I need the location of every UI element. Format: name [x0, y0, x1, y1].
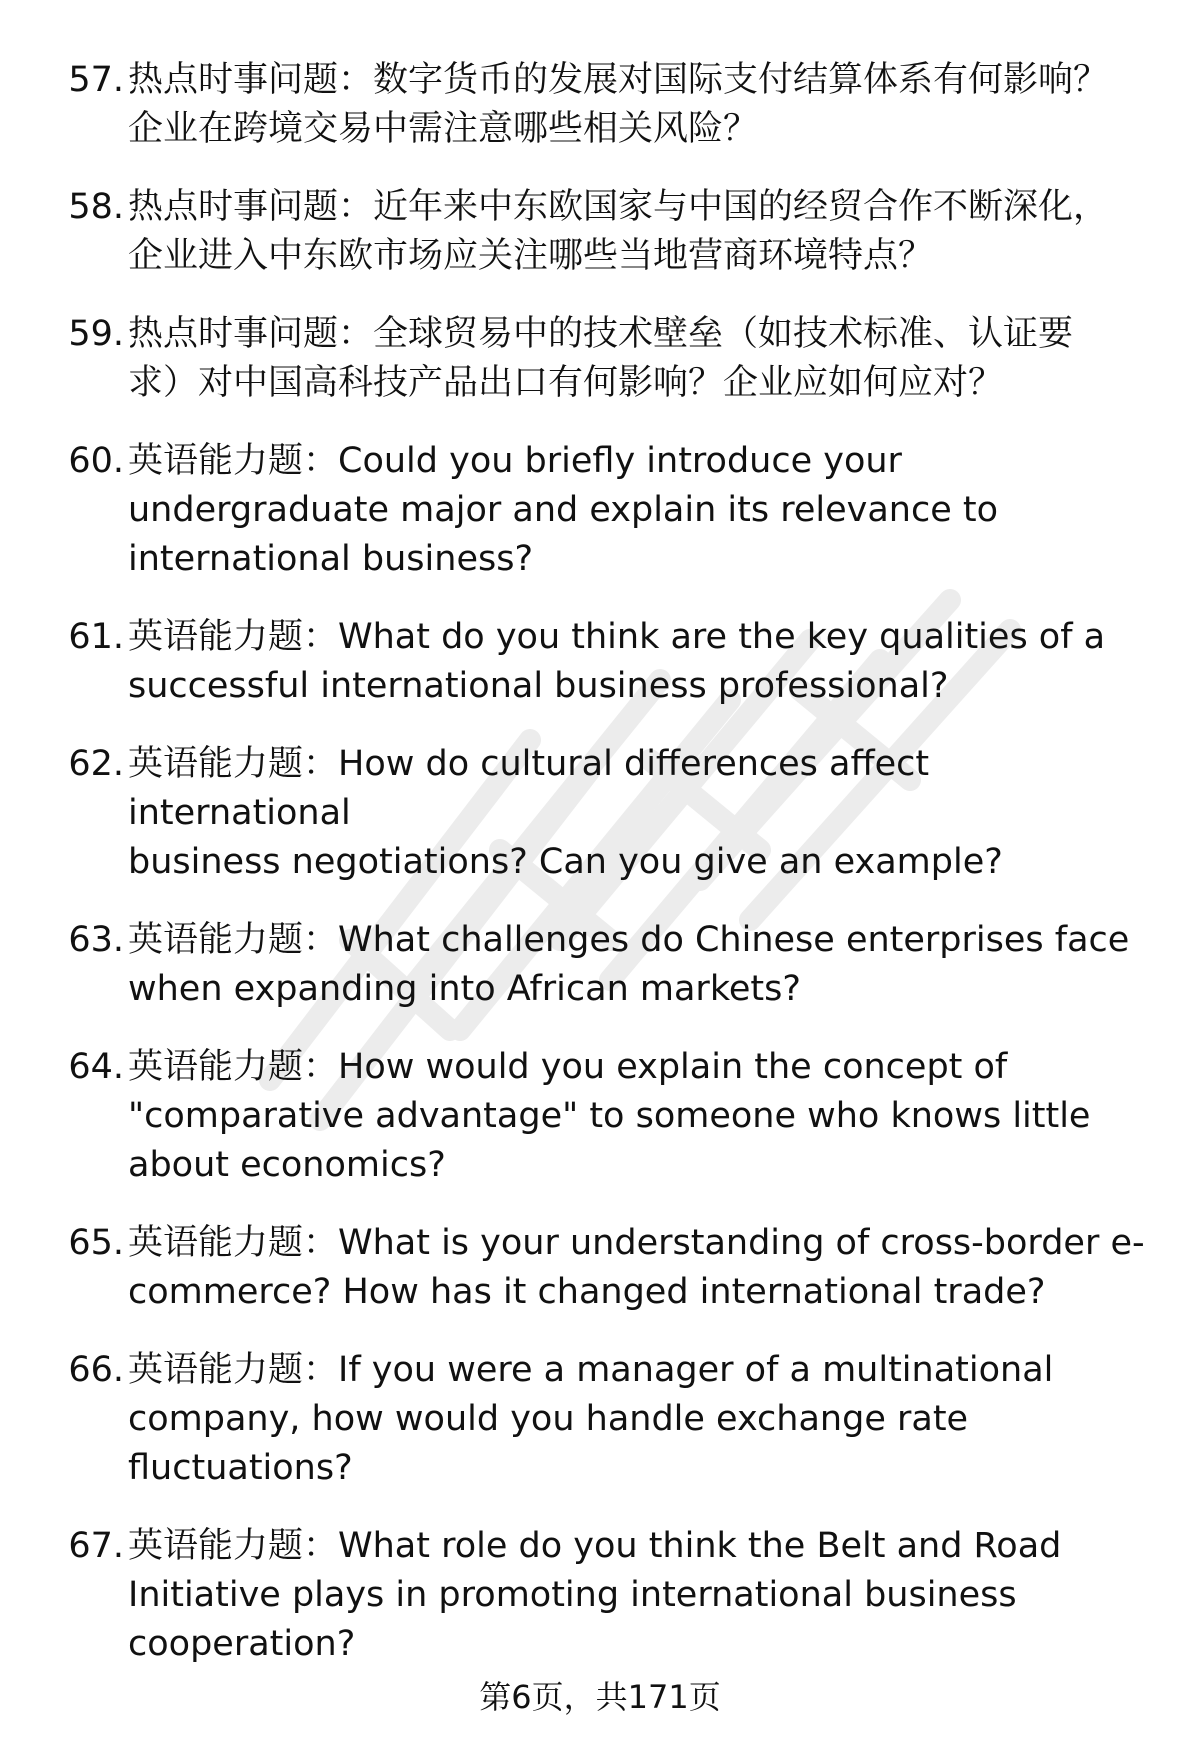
question-text	[126, 437, 1158, 584]
question-number: 57.	[68, 60, 124, 100]
question-text	[126, 1522, 1158, 1669]
question-line: 热点时事问题：数字货币的发展对国际支付结算体系有何影响？	[128, 60, 1109, 100]
question-text	[126, 183, 1158, 281]
question-line: fluctuations?	[128, 1448, 353, 1488]
question-item-66	[0, 1346, 1200, 1493]
question-item-62	[0, 740, 1200, 887]
question-line: 英语能力题：How do cultural differences affect international	[128, 744, 930, 833]
question-number: 61.	[68, 617, 124, 657]
question-text	[126, 1219, 1158, 1317]
question-item-63	[0, 916, 1200, 1014]
question-line: "comparative advantage" to someone who knows little	[128, 1096, 1091, 1136]
question-line: 热点时事问题：近年来中东欧国家与中国的经贸合作不断深化，	[128, 187, 1109, 227]
question-number: 65.	[68, 1223, 124, 1263]
question-number: 63.	[68, 920, 124, 960]
question-line: undergraduate major and explain its relevance to	[128, 490, 998, 530]
question-number: 66.	[68, 1350, 124, 1390]
question-number: 59.	[68, 314, 124, 354]
question-line: cooperation?	[128, 1624, 356, 1664]
question-line: 英语能力题：If you were a manager of a multinational	[128, 1350, 1054, 1390]
question-item-57	[0, 56, 1200, 154]
question-item-59	[0, 310, 1200, 408]
question-line: about economics?	[128, 1145, 446, 1185]
question-line: successful international business professional?	[128, 666, 949, 706]
question-item-60	[0, 437, 1200, 584]
question-line: 热点时事问题：全球贸易中的技术壁垒（如技术标准、认证要	[128, 314, 1074, 354]
question-item-64	[0, 1043, 1200, 1190]
question-text	[126, 740, 1158, 887]
question-item-61	[0, 613, 1200, 711]
question-text	[126, 56, 1158, 154]
question-item-58	[0, 183, 1200, 281]
question-text	[126, 613, 1158, 711]
question-line: 英语能力题：What do you think are the key qualities of a	[128, 617, 1106, 657]
page-number-footer: 第6页，共171页	[479, 1678, 721, 1716]
question-number: 60.	[68, 441, 124, 481]
question-line: 英语能力题：What is your understanding of cross-border e-	[128, 1223, 1145, 1263]
question-item-65	[0, 1219, 1200, 1317]
question-line: international business?	[128, 539, 534, 579]
question-text	[126, 1346, 1158, 1493]
question-line: 英语能力题：What role do you think the Belt and Road	[128, 1526, 1062, 1566]
question-line: commerce? How has it changed international trade?	[128, 1272, 1046, 1312]
question-line: 企业在跨境交易中需注意哪些相关风险？	[128, 109, 759, 149]
question-line: 英语能力题：Could you briefly introduce your	[128, 441, 902, 481]
question-line: company, how would you handle exchange rate	[128, 1399, 969, 1439]
question-text	[126, 1043, 1158, 1190]
question-text	[126, 916, 1158, 1014]
question-number: 67.	[68, 1526, 124, 1566]
question-line: Initiative plays in promoting international business	[128, 1575, 1017, 1615]
question-number: 64.	[68, 1047, 124, 1087]
question-line: 英语能力题：How would you explain the concept of	[128, 1047, 1008, 1087]
question-line: 企业进入中东欧市场应关注哪些当地营商环境特点？	[128, 236, 934, 276]
question-line: when expanding into African markets?	[128, 969, 801, 1009]
question-number: 58.	[68, 187, 124, 227]
question-number: 62.	[68, 744, 124, 784]
question-item-67	[0, 1522, 1200, 1669]
question-list	[0, 56, 1200, 1698]
question-line: business negotiations? Can you give an example?	[128, 842, 1003, 882]
question-text	[126, 310, 1158, 408]
question-line: 英语能力题：What challenges do Chinese enterprises face	[128, 920, 1130, 960]
question-line: 求）对中国高科技产品出口有何影响？企业应如何应对？	[128, 363, 1004, 403]
